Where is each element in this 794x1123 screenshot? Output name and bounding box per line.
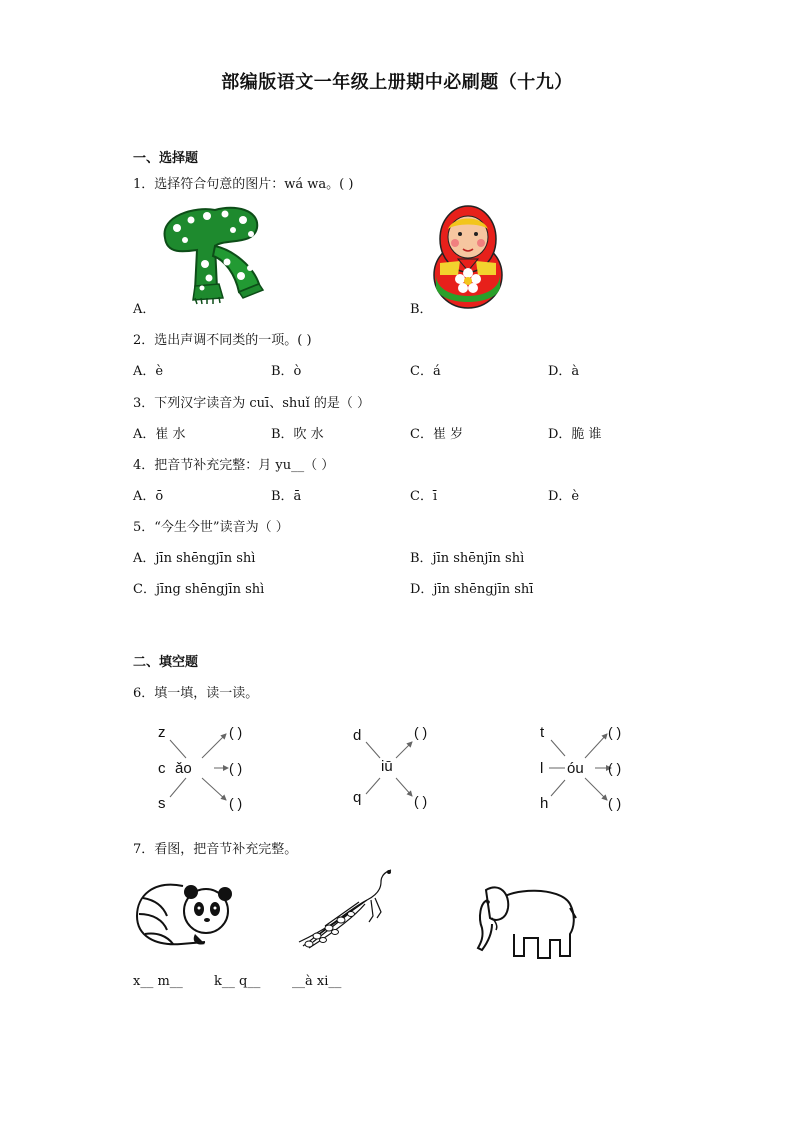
q7-answer-peacock[interactable]: k__ q__ <box>214 974 261 989</box>
d3-initial-t: t <box>540 724 545 741</box>
section-heading-choice: 一、选择题 <box>133 151 199 166</box>
q2-option-a[interactable]: A．è <box>133 364 164 379</box>
q3-option-b[interactable]: B．吹 水 <box>271 427 324 442</box>
d3-blank-1[interactable]: ( ) <box>608 724 622 740</box>
q2-option-b[interactable]: B．ò <box>271 364 302 379</box>
q2-option-d[interactable]: D．à <box>548 364 580 379</box>
q7-answer-elephant[interactable]: __à xi__ <box>292 974 342 989</box>
d1-initial-z: z <box>158 724 166 741</box>
question-7-stem: 7．看图，把音节补充完整。 <box>133 842 298 857</box>
matryoshka-doll-image <box>432 203 504 309</box>
question-1-stem: 1．选择符合句意的图片：wá wa。( ) <box>133 177 354 192</box>
q5-option-c[interactable]: C．jīng shēngjīn shì <box>133 582 265 597</box>
q2-option-c[interactable]: C．á <box>410 364 441 379</box>
question-5-stem: 5．“今生今世”读音为（ ） <box>133 520 289 535</box>
d3-initial-l: l <box>540 760 544 777</box>
q1-option-b-label[interactable]: B． <box>410 302 433 317</box>
diagram-1-arrows <box>150 720 290 815</box>
q5-option-a[interactable]: A．jīn shēngjīn shì <box>133 551 256 566</box>
q3-option-c[interactable]: C．崔 岁 <box>410 427 464 442</box>
q3-option-a[interactable]: A．崔 水 <box>133 427 186 442</box>
d2-blank-2[interactable]: ( ) <box>414 793 428 809</box>
d1-blank-1[interactable]: ( ) <box>229 724 243 740</box>
section-heading-fill: 二、填空题 <box>133 655 199 670</box>
elephant-image <box>470 878 582 962</box>
d1-final: ǎo <box>175 760 192 777</box>
d1-initial-s: s <box>158 795 166 812</box>
d3-blank-3[interactable]: ( ) <box>608 795 622 811</box>
q4-option-d[interactable]: D．è <box>548 489 580 504</box>
d2-initial-d: d <box>353 727 362 744</box>
q4-option-c[interactable]: C．ī <box>410 489 438 504</box>
d2-initial-q: q <box>353 789 362 806</box>
q3-option-d[interactable]: D．脆 谁 <box>548 427 602 442</box>
question-6-stem: 6．填一填，读一读。 <box>133 686 259 701</box>
peacock-image <box>295 866 397 950</box>
panda-image <box>133 876 235 948</box>
d1-blank-2[interactable]: ( ) <box>229 760 243 776</box>
diagram-3-arrows <box>535 720 675 815</box>
scarf-image <box>155 198 270 306</box>
q1-option-a-label[interactable]: A． <box>133 302 156 317</box>
d3-final: óu <box>567 760 584 777</box>
d3-blank-2[interactable]: ( ) <box>608 760 622 776</box>
d2-blank-1[interactable]: ( ) <box>414 724 428 740</box>
d1-initial-c: c <box>158 760 166 777</box>
d3-initial-h: h <box>540 795 549 812</box>
q5-option-b[interactable]: B．jīn shēnjīn shì <box>410 551 525 566</box>
q4-option-b[interactable]: B．ā <box>271 489 302 504</box>
question-3-stem: 3．下列汉字读音为 cuī、shuǐ 的是（ ） <box>133 396 371 411</box>
q4-option-a[interactable]: A．ō <box>133 489 164 504</box>
question-2-stem: 2．选出声调不同类的一项。( ) <box>133 333 312 348</box>
q5-option-d[interactable]: D．jīn shēngjīn shī <box>410 582 534 597</box>
d2-final: iū <box>381 758 393 775</box>
page-title: 部编版语文一年级上册期中必刷题（十九） <box>221 72 573 93</box>
d1-blank-3[interactable]: ( ) <box>229 795 243 811</box>
q7-answer-panda[interactable]: x__ m__ <box>133 974 183 989</box>
question-4-stem: 4．把音节补充完整：月 yu__（ ） <box>133 458 335 473</box>
